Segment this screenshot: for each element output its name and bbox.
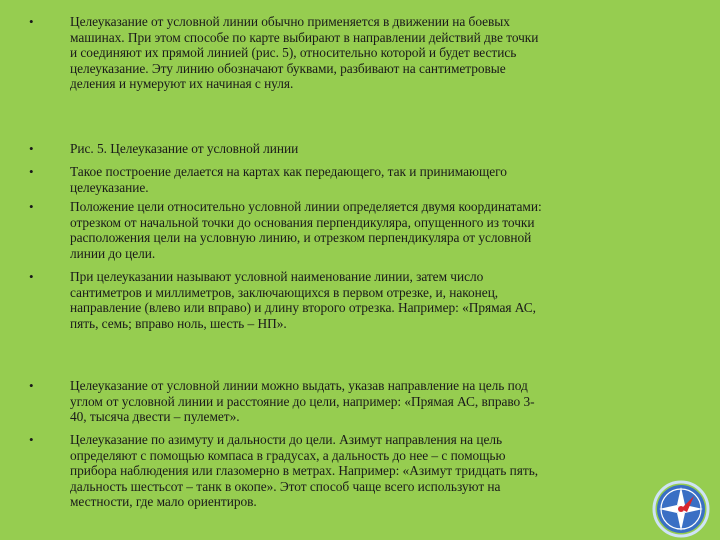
bullet: •	[29, 164, 34, 179]
paragraph-text: Целеуказание от условной линии можно выдать, указав направление на цель под углом от условной линии и расстояние до цели, например: «Прямая АС, вправо 3- 40, тысяча двести – пулемет».	[70, 378, 535, 425]
bullet: •	[29, 14, 34, 29]
paragraph-text: Целеуказание от условной линии обычно применяется в движении на боевых машинах. При этом способе по карте выбирают в направлении действий две точки и соединяют их прямой линией (рис. 5), относительно которой и будет вестись целеуказание. Эту линию обозначают буквами, разбивают на сантиметровые деления и нумеруют их начиная с нуля.	[70, 14, 539, 92]
compass-rose-logo-icon	[650, 480, 712, 538]
paragraph-text: Такое построение делается на картах как передающего, так и принимающего целеуказание.	[70, 164, 507, 195]
paragraph-text: При целеуказании называют условной наименование линии, затем число сантиметров и миллиметров, заключающихся в первом отрезке, и, наконец, направление (влево или вправо) и длину второго отрезка. Например: «Прямая АС, пять, семь; вправо ноль, шесть – НП».	[70, 269, 536, 331]
bullet: •	[29, 432, 34, 447]
bullet: •	[29, 141, 34, 156]
paragraph-text: Целеуказание по азимуту и дальности до цели. Азимут направления на цель определяют с помощью компаса в градусах, а дальность до нее – с помощью прибора наблюдения или глазомерно в метрах. Например: «Азимут тридцать пять, дальность шестьсот – танк в окопе». Этот способ чаще всего используют на местности, где мало ориентиров.	[70, 432, 539, 510]
paragraph-text: Рис. 5. Целеуказание от условной линии	[70, 141, 299, 156]
bullet: •	[29, 199, 34, 214]
bullet: •	[29, 269, 34, 284]
paragraph-text: Положение цели относительно условной линии определяется двумя координатами: отрезком от начальной точки до основания перпендикуляра, опущенного из точки расположения цели на условную линию, и отрезком перпендикуляра от условной линии до цели.	[70, 199, 542, 261]
bullet: •	[29, 378, 34, 393]
